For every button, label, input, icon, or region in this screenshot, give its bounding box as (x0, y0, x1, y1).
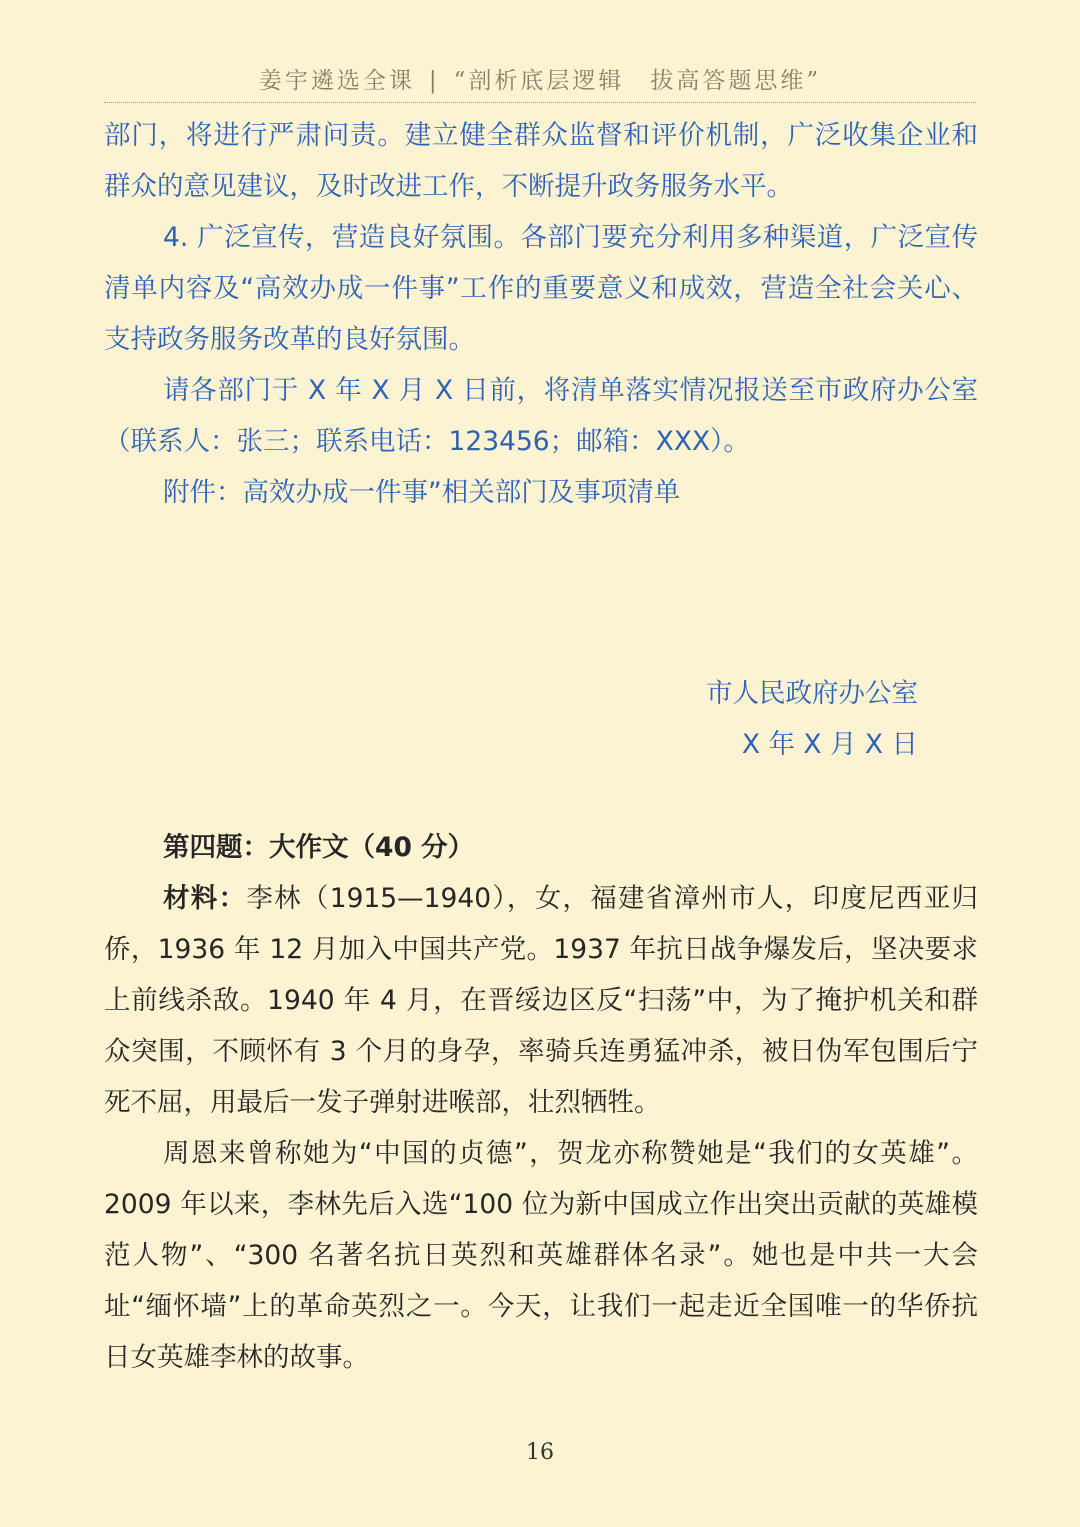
material-text: 李林（1915—1940），女，福建省漳州市人，印度尼西亚归侨，1936 年 12 月加入中国共产党。1937 年抗日战争爆发后，坚决要求上前线杀敌。1940 年 4 月，在晋绥边区反“扫荡”中，为了掩护机关和群众突围，不顾怀有 3 个月的身孕，率骑兵连勇猛冲杀，被日伪军包围后宁死不屈，用最后一发子弹射进喉部，壮烈牺牲。 (104, 883, 978, 1118)
header-separator: | (428, 68, 440, 94)
notice-attachment: 附件：高效办成一件事”相关部门及事项清单 (163, 477, 681, 508)
signature-office: 市人民政府办公室 (706, 678, 918, 709)
material-paragraph-2: 周恩来曾称她为“中国的贞德”，贺龙亦称赞她是“我们的女英雄”。2009 年以来，李林先后入选“100 位为新中国成立作出突出贡献的英雄模范人物”、“300 名著名抗日英烈和英雄群体名录”。她也是中共一大会址“缅怀墙”上的革命英烈之一。今天，让我们一起走近全国唯一的华侨抗日女英雄李林的故事。 (104, 1138, 978, 1373)
header-course-name: 姜宇遴选全课 (258, 68, 415, 94)
notice-paragraph-2: 4. 广泛宣传，营造良好氛围。各部门要充分利用多种渠道，广泛宣传清单内容及“高效办成一件事”工作的重要意义和成效，营造全社会关心、支持政务服务改革的良好氛围。 (104, 222, 978, 355)
notice-paragraph-3: 请各部门于 X 年 X 月 X 日前，将清单落实情况报送至市政府办公室（联系人：张三；联系电话：123456；邮箱：XXX）。 (104, 375, 978, 457)
material-paragraph (104, 873, 978, 1128)
question-title: 第四题：大作文（40 分） (163, 832, 475, 863)
signature-date: X 年 X 月 X 日 (741, 729, 918, 760)
material-label: 材料： (163, 883, 247, 914)
essay-question (104, 822, 978, 1383)
notice-paragraph-1: 部门，将进行严肃问责。建立健全群众监督和评价机制，广泛收集企业和群众的意见建议，及时改进工作，不断提升政务服务水平。 (104, 120, 978, 202)
notice-body (104, 110, 978, 518)
header-slogan: “剖析底层逻辑 拔高答题思维” (453, 68, 822, 94)
page-header (104, 60, 976, 103)
page-number: 16 (526, 1440, 554, 1465)
